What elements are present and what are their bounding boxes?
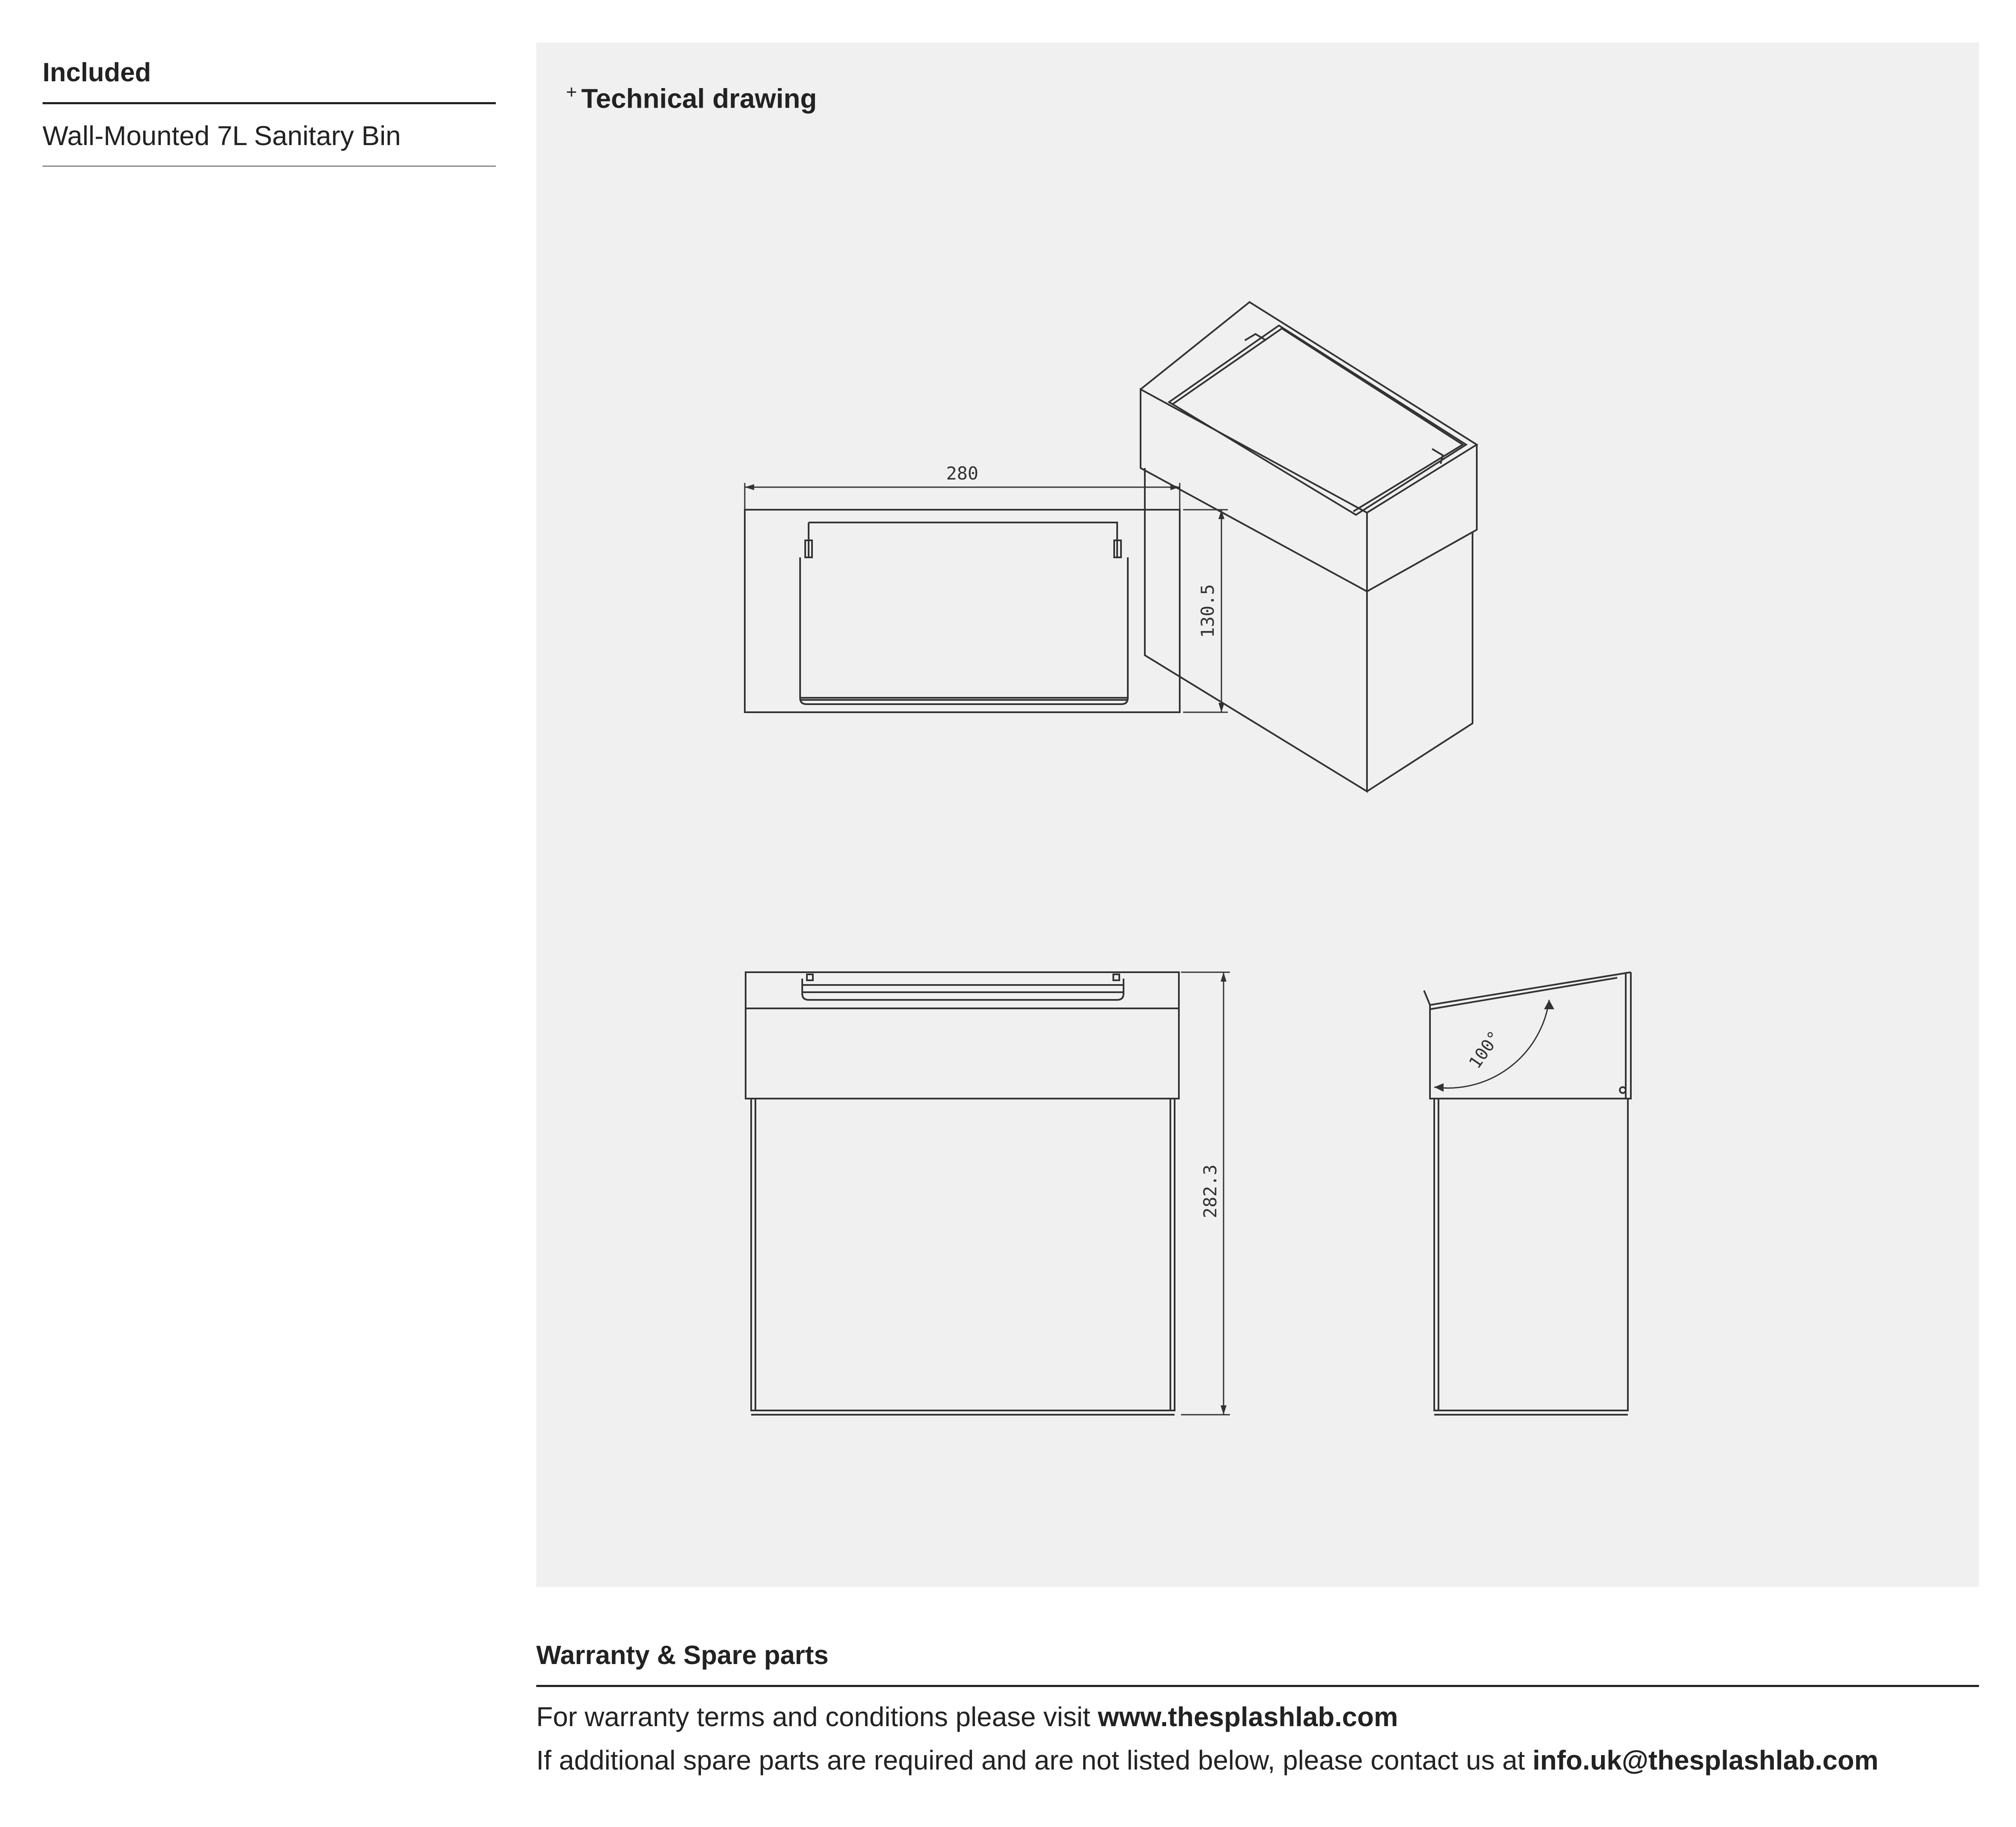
dimension-width: 280 [946,463,978,484]
warranty-section [536,1642,1979,1774]
warranty-heading: Warranty & Spare parts [536,1642,1979,1687]
side-view [1424,972,1631,1415]
warranty-text: For warranty terms and conditions please visit [536,1701,1098,1732]
email-link[interactable]: info.uk@thesplashlab.com [1533,1745,1879,1776]
dimension-depth: 130.5 [1197,584,1218,638]
included-heading: Included [43,60,496,104]
technical-drawing-svg [536,43,1979,1587]
technical-drawing-panel [536,43,1979,1587]
included-section [43,60,496,167]
isometric-view [1141,302,1477,791]
plus-icon: + [566,82,577,103]
dimension-height: 282.3 [1200,1164,1221,1219]
spare-parts-line [536,1747,1979,1774]
warranty-line [536,1703,1979,1730]
spare-parts-text: If additional spare parts are required and are not listed below, please contact us at [536,1745,1533,1776]
front-view [746,972,1230,1415]
top-view [745,483,1228,712]
dimension-angle: 100° [1465,1027,1505,1073]
website-link[interactable]: www.thesplashlab.com [1098,1701,1398,1732]
technical-drawing-label: Technical drawing [581,83,817,114]
included-item: Wall-Mounted 7L Sanitary Bin [43,104,496,167]
